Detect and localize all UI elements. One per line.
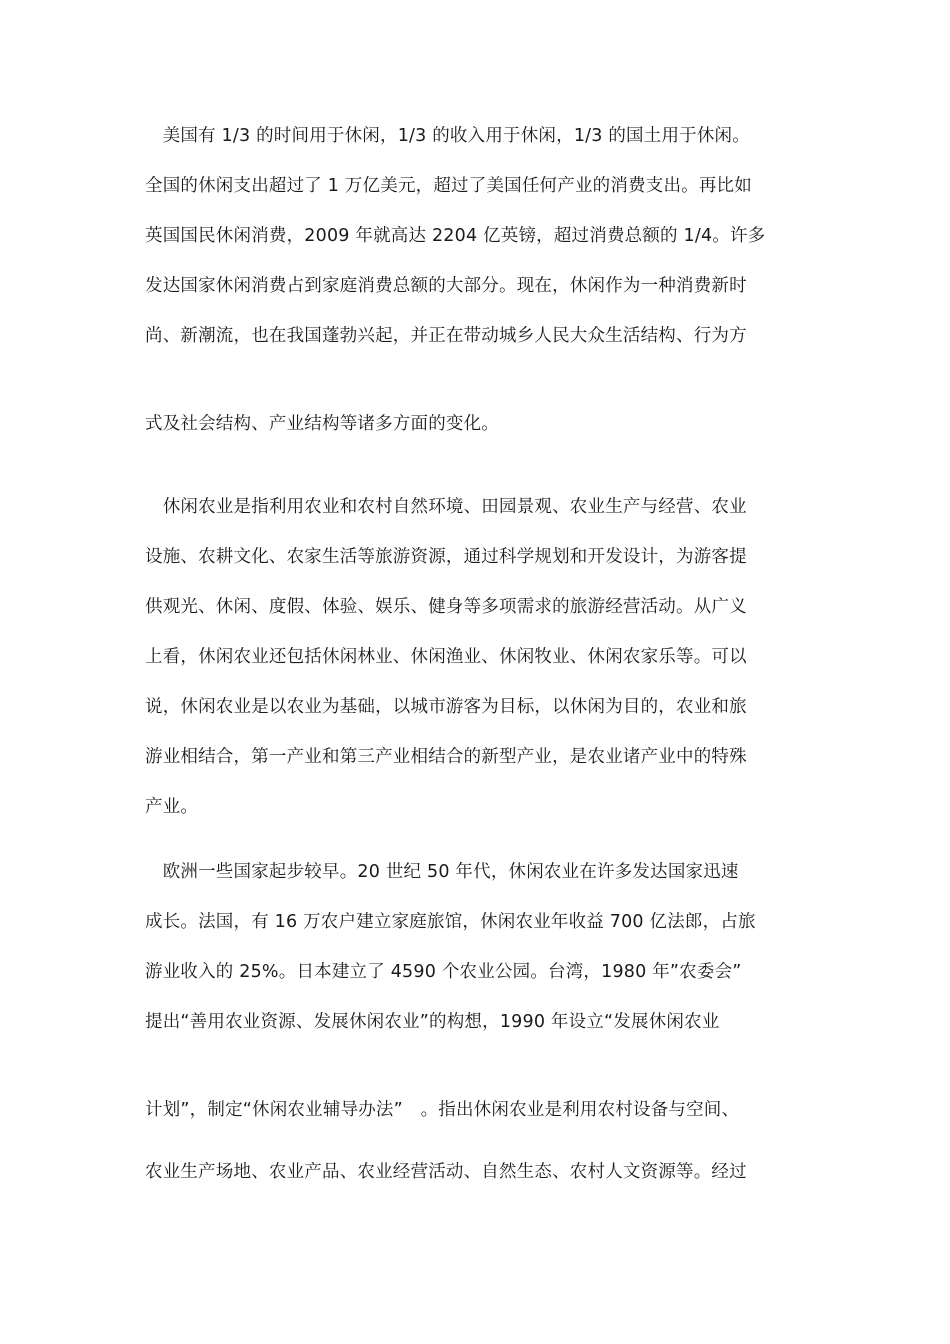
text-line: 休闲农业是指利用农业和农村自然环境、田园景观、农业生产与经营、农业 (145, 497, 747, 517)
text-line: 美国有 1/3 的时间用于休闲，1/3 的收入用于休闲，1/3 的国土用于休闲。 (145, 126, 750, 146)
text-line: 游业收入的 25%。日本建立了 4590 个农业公园。台湾，1980 年”农委会” (145, 962, 742, 982)
text-line: 提出“善用农业资源、发展休闲农业”的构想，1990 年设立“发展休闲农业 (145, 1012, 720, 1032)
text-line: 欧洲一些国家起步较早。20 世纪 50 年代，休闲农业在许多发达国家迅速 (145, 862, 739, 882)
text-line: 成长。法国，有 16 万农户建立家庭旅馆，休闲农业年收益 700 亿法郎，占旅 (145, 912, 756, 932)
text-line: 式及社会结构、产业结构等诸多方面的变化。 (145, 414, 499, 434)
text-line: 发达国家休闲消费占到家庭消费总额的大部分。现在，休闲作为一种消费新时 (145, 276, 747, 296)
text-line: 农业生产场地、农业产品、农业经营活动、自然生态、农村人文资源等。经过 (145, 1162, 747, 1182)
text-line: 全国的休闲支出超过了 1 万亿美元，超过了美国任何产业的消费支出。再比如 (145, 176, 752, 196)
text-line: 供观光、休闲、度假、体验、娱乐、健身等多项需求的旅游经营活动。从广义 (145, 597, 747, 617)
text-line: 产业。 (145, 797, 199, 817)
text-line: 上看，休闲农业还包括休闲林业、休闲渔业、休闲牧业、休闲农家乐等。可以 (145, 647, 747, 667)
text-line: 英国国民休闲消费，2009 年就高达 2204 亿英镑，超过消费总额的 1/4。许多 (145, 226, 766, 246)
text-line: 设施、农耕文化、农家生活等旅游资源，通过科学规划和开发设计，为游客提 (145, 547, 747, 567)
text-line: 尚、新潮流，也在我国蓬勃兴起，并正在带动城乡人民大众生活结构、行为方 (145, 326, 747, 346)
text-line: 游业相结合，第一产业和第三产业相结合的新型产业，是农业诸产业中的特殊 (145, 747, 747, 767)
text-line: 说，休闲农业是以农业为基础，以城市游客为目标，以休闲为目的，农业和旅 (145, 697, 747, 717)
text-line: 计划”，制定“休闲农业辅导办法” 。指出休闲农业是利用农村设备与空间、 (145, 1100, 740, 1120)
